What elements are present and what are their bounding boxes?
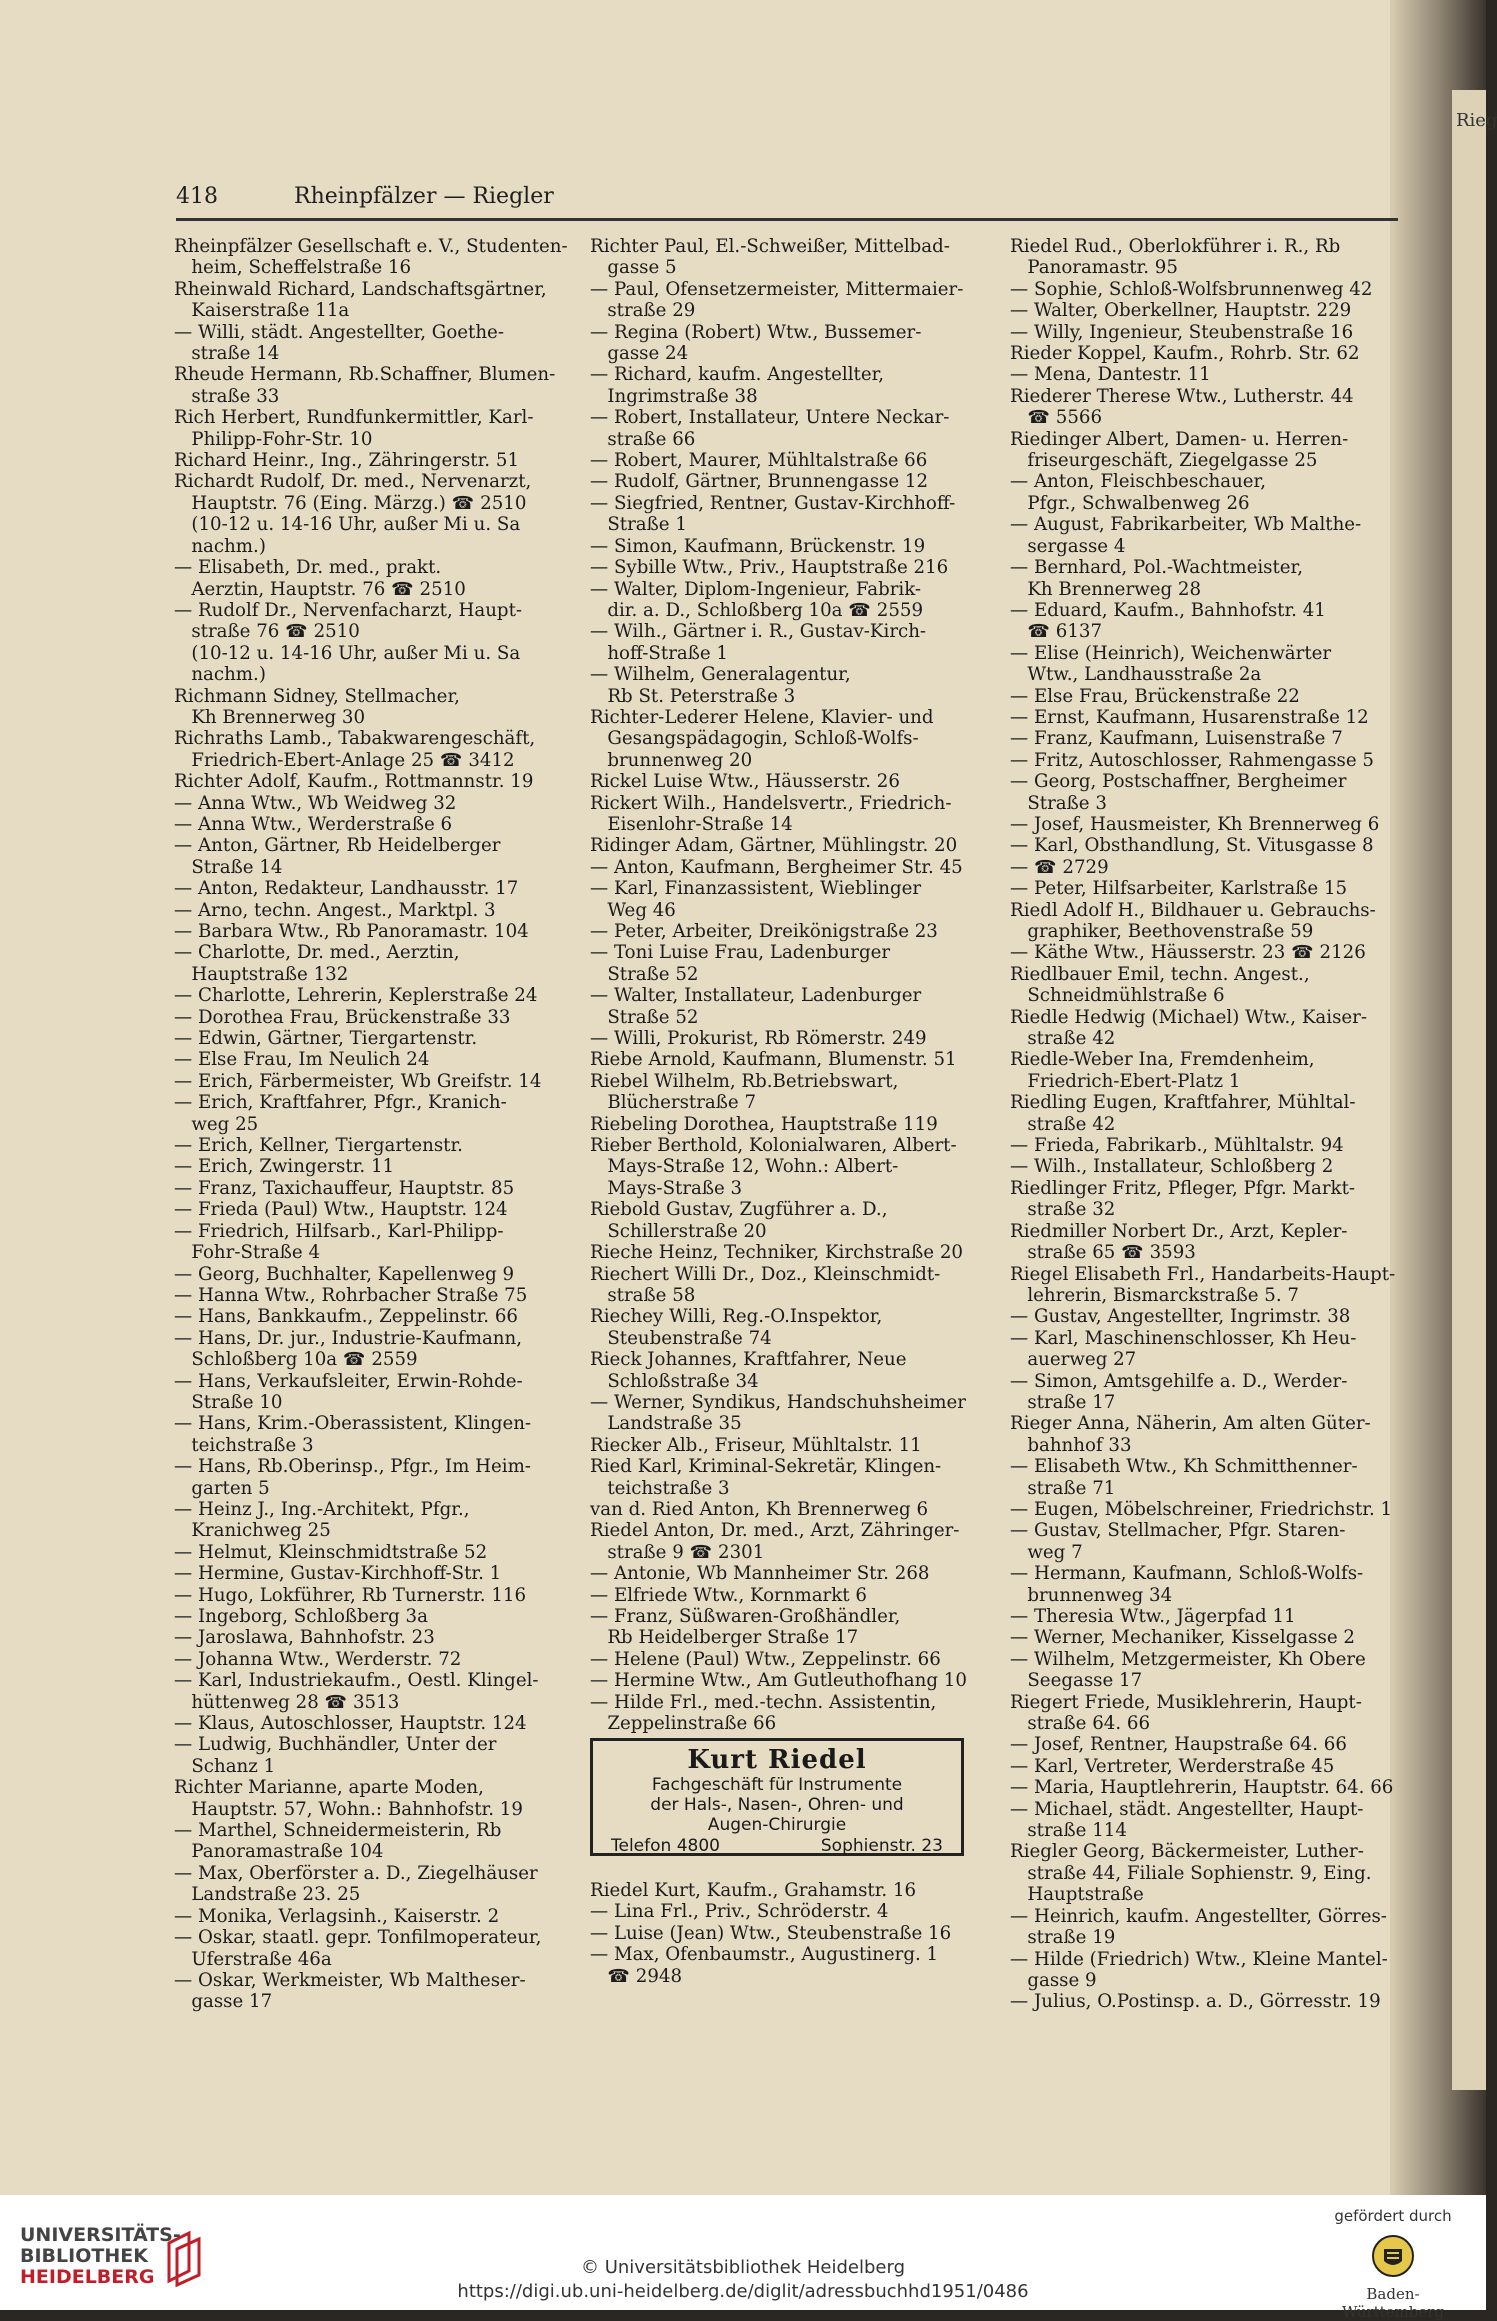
advertisement-line-2: der Hals-, Nasen-, Ohren- und xyxy=(650,1795,904,1815)
funding-label: gefördert durch xyxy=(1334,2207,1452,2225)
page-number: 418 xyxy=(176,184,218,209)
advertisement-name: Kurt Riedel xyxy=(687,1745,867,1775)
directory-column-2-continued: Riedel Kurt, Kaufm., Grahamstr. 16 — Lina Frl., Priv., Schröderstr. 4 — Luise (Jean) Wtw., Steubenstraße 16 — Max, Ofenbaumstr., Augustinerg. 1 ☎ 2948 xyxy=(590,1880,952,1987)
running-head: Rheinpfälzer — Riegler xyxy=(294,184,554,209)
advertisement-line-3: Augen-Chirurgie xyxy=(707,1815,847,1835)
header-rule xyxy=(176,218,1398,221)
funding-credit xyxy=(1318,2207,1468,2321)
adjacent-page-edge xyxy=(1452,90,1497,2090)
directory-column-3: Riedel Rud., Oberlokführer i. R., Rb Panoramastr. 95 — Sophie, Schloß-Wolfsbrunnenweg 42 — Walter, Oberkellner, Hauptstr. 229 — Willy, Ingenieur, Steubenstraße 16 Rieder Koppel, Kaufm., Rohrb. Str. 62 — Mena, Dantestr. 11 Riederer Therese Wtw., Lutherstr. 44 ☎ 5566 Riedinger Albert, Damen- u. Herren- friseurgeschäft, Ziegelgasse 25 — Anton, Fleischbeschauer, Pfgr., Schwalbenweg 26 — August, Fabrikarbeiter, Wb Malthe- sergasse 4 — Bernhard, Pol.-Wachtmeister, Kh Brennerweg 28 — Eduard, Kaufm., Bahnhofstr. 41 ☎ 6137 — Elise (Heinrich), Weichenwärter Wtw., Landhausstraße 2a — Else Frau, Brückenstraße 22 — Ernst, Kaufmann, Husarenstraße 12 — Franz, Kaufmann, Luisenstraße 7 — Fritz, Autoschlosser, Rahmengasse 5 — Georg, Postschaffner, Bergheimer Straße 3 — Josef, Hausmeister, Kh Brennerweg 6 — Karl, Obsthandlung, St. Vitusgasse 8 — ☎ 2729 — Peter, Hilfsarbeiter, Karlstraße 15 Riedl Adolf H., Bildhauer u. Gebrauchs- graphiker, Beethovenstraße 59 — Käthe Wtw., Häusserstr. 23 ☎ 2126 Riedlbauer Emil, techn. Angest., Schneidmühlstraße 6 Riedle Hedwig (Michael) Wtw., Kaiser- straße 42 Riedle-Weber Ina, Fremdenheim, Friedrich-Ebert-Platz 1 Riedling Eugen, Kraftfahrer, Mühltal- straße 42 — Frieda, Fabrikarb., Mühltalstr. 94 — Wilh., Installateur, Schloßberg 2 Riedlinger Fritz, Pfleger, Pfgr. Markt- straße 32 Riedmiller Norbert Dr., Arzt, Kepler- straße 65 ☎ 3593 Riegel Elisabeth Frl., Handarbeits-Haupt- lehrerin, Bismarckstraße 5. 7 — Gustav, Angestellter, Ingrimstr. 38 — Karl, Maschinenschlosser, Kh Heu- auerweg 27 — Simon, Amtsgehilfe a. D., Werder- straße 17 Rieger Anna, Näherin, Am alten Güter- bahnhof 33 — Elisabeth Wtw., Kh Schmitthenner- straße 71 — Eugen, Möbelschreiner, Friedrichstr. 1 — Gustav, Stellmacher, Pfgr. Staren- weg 7 — Hermann, Kaufmann, Schloß-Wolfs- brunnenweg 34 — Theresia Wtw., Jägerpfad 11 — Werner, Mechaniker, Kisselgasse 2 — Wilhelm, Metzgermeister, Kh Obere Seegasse 17 Riegert Friede, Musiklehrerin, Haupt- straße 64. 66 — Josef, Rentner, Haupstraße 64. 66 — Karl, Vertreter, Werderstraße 45 — Maria, Hauptlehrerin, Hauptstr. 64. 66 — Michael, städt. Angestellter, Haupt- straße 114 Riegler Georg, Bäckermeister, Luther- straße 44, Filiale Sophienstr. 9, Eing. Hauptstraße — Heinrich, kaufm. Angestellter, Görres- straße 19 — Hilde (Friedrich) Wtw., Kleine Mantel- gasse 9 — Julius, O.Postinsp. a. D., Görresstr. 19 xyxy=(1010,236,1396,2013)
copyright-notice: © Universitätsbibliothek Heidelberg xyxy=(580,2257,905,2278)
library-name-line-2: BIBLIOTHEK xyxy=(20,2245,148,2267)
advertisement-phone: Telefon 4800 xyxy=(611,1836,720,1856)
page-header xyxy=(176,184,1396,220)
library-name-line-3: HEIDELBERG xyxy=(20,2266,155,2288)
adjacent-page-text: Rieg xyxy=(1456,110,1497,131)
advertisement-line-1: Fachgeschäft für Instrumente xyxy=(651,1775,903,1795)
funding-state: Baden-Württemberg xyxy=(1341,2285,1445,2321)
directory-column-1: Rheinpfälzer Gesellschaft e. V., Studenten- heim, Scheffelstraße 16 Rheinwald Richard, Landschaftsgärtner, Kaiserstraße 11a — Willi, städt. Angestellter, Goethe- straße 14 Rheude Hermann, Rb.Schaffner, Blumen- straße 33 Rich Herbert, Rundfunkermittler, Karl- Philipp-Fohr-Str. 10 Richard Heinr., Ing., Zähringerstr. 51 Richardt Rudolf, Dr. med., Nervenarzt, Hauptstr. 76 (Eing. Märzg.) ☎ 2510 (10-12 u. 14-16 Uhr, außer Mi u. Sa nachm.) — Elisabeth, Dr. med., prakt. Aerztin, Hauptstr. 76 ☎ 2510 — Rudolf Dr., Nervenfacharzt, Haupt- straße 76 ☎ 2510 (10-12 u. 14-16 Uhr, außer Mi u. Sa nachm.) Richmann Sidney, Stellmacher, Kh Brennerweg 30 Richraths Lamb., Tabakwarengeschäft, Friedrich-Ebert-Anlage 25 ☎ 3412 Richter Adolf, Kaufm., Rottmannstr. 19 — Anna Wtw., Wb Weidweg 32 — Anna Wtw., Werderstraße 6 — Anton, Gärtner, Rb Heidelberger Straße 14 — Anton, Redakteur, Landhausstr. 17 — Arno, techn. Angest., Marktpl. 3 — Barbara Wtw., Rb Panoramastr. 104 — Charlotte, Dr. med., Aerztin, Hauptstraße 132 — Charlotte, Lehrerin, Keplerstraße 24 — Dorothea Frau, Brückenstraße 33 — Edwin, Gärtner, Tiergartenstr. — Else Frau, Im Neulich 24 — Erich, Färbermeister, Wb Greifstr. 14 — Erich, Kraftfahrer, Pfgr., Kranich- weg 25 — Erich, Kellner, Tiergartenstr. — Erich, Zwingerstr. 11 — Franz, Taxichauffeur, Hauptstr. 85 — Frieda (Paul) Wtw., Hauptstr. 124 — Friedrich, Hilfsarb., Karl-Philipp- Fohr-Straße 4 — Georg, Buchhalter, Kapellenweg 9 — Hanna Wtw., Rohrbacher Straße 75 — Hans, Bankkaufm., Zeppelinstr. 66 — Hans, Dr. jur., Industrie-Kaufmann, Schloßberg 10a ☎ 2559 — Hans, Verkaufsleiter, Erwin-Rohde- Straße 10 — Hans, Krim.-Oberassistent, Klingen- teichstraße 3 — Hans, Rb.Oberinsp., Pfgr., Im Heim- garten 5 — Heinz J., Ing.-Architekt, Pfgr., Kranichweg 25 — Helmut, Kleinschmidtstraße 52 — Hermine, Gustav-Kirchhoff-Str. 1 — Hugo, Lokführer, Rb Turnerstr. 116 — Ingeborg, Schloßberg 3a — Jaroslawa, Bahnhofstr. 23 — Johanna Wtw., Werderstr. 72 — Karl, Industriekaufm., Oestl. Klingel- hüttenweg 28 ☎ 3513 — Klaus, Autoschlosser, Hauptstr. 124 — Ludwig, Buchhändler, Unter der Schanz 1 Richter Marianne, aparte Moden, Hauptstr. 57, Wohn.: Bahnhofstr. 19 — Marthel, Schneidermeisterin, Rb Panoramastraße 104 — Max, Oberförster a. D., Ziegelhäuser Landstraße 23. 25 — Monika, Verlagsinh., Kaiserstr. 2 — Oskar, staatl. gepr. Tonfilmoperateur, Uferstraße 46a — Oskar, Werkmeister, Wb Maltheser- gasse 17 xyxy=(174,236,568,2013)
advertisement-address: Sophienstr. 23 xyxy=(820,1836,943,1856)
advertisement-box xyxy=(590,1738,964,1856)
library-name-line-1: UNIVERSITÄTS- xyxy=(20,2224,181,2246)
source-url-link[interactable]: https://digi.ub.uni-heidelberg.de/diglit/adressbuchhd1951/0486 xyxy=(457,2281,1029,2302)
state-coat-of-arms-icon xyxy=(1370,2233,1416,2279)
footer-bar xyxy=(0,2195,1486,2321)
directory-column-2: Richter Paul, El.-Schweißer, Mittelbad- gasse 5 — Paul, Ofensetzermeister, Mittermaier- straße 29 — Regina (Robert) Wtw., Bussemer- gasse 24 — Richard, kaufm. Angestellter, Ingrimstraße 38 — Robert, Installateur, Untere Neckar- straße 66 — Robert, Maurer, Mühltalstraße 66 — Rudolf, Gärtner, Brunnengasse 12 — Siegfried, Rentner, Gustav-Kirchhoff- Straße 1 — Simon, Kaufmann, Brückenstr. 19 — Sybille Wtw., Priv., Hauptstraße 216 — Walter, Diplom-Ingenieur, Fabrik- dir. a. D., Schloßberg 10a ☎ 2559 — Wilh., Gärtner i. R., Gustav-Kirch- hoff-Straße 1 — Wilhelm, Generalagentur, Rb St. Peterstraße 3 Richter-Lederer Helene, Klavier- und Gesangspädagogin, Schloß-Wolfs- brunnenweg 20 Rickel Luise Wtw., Häusserstr. 26 Rickert Wilh., Handelsvertr., Friedrich- Eisenlohr-Straße 14 Ridinger Adam, Gärtner, Mühlingstr. 20 — Anton, Kaufmann, Bergheimer Str. 45 — Karl, Finanzassistent, Wieblinger Weg 46 — Peter, Arbeiter, Dreikönigstraße 23 — Toni Luise Frau, Ladenburger Straße 52 — Walter, Installateur, Ladenburger Straße 52 — Willi, Prokurist, Rb Römerstr. 249 Riebe Arnold, Kaufmann, Blumenstr. 51 Riebel Wilhelm, Rb.Betriebswart, Blücherstraße 7 Riebeling Dorothea, Hauptstraße 119 Rieber Berthold, Kolonialwaren, Albert- Mays-Straße 12, Wohn.: Albert- Mays-Straße 3 Riebold Gustav, Zugführer a. D., Schillerstraße 20 Rieche Heinz, Techniker, Kirchstraße 20 Riechert Willi Dr., Doz., Kleinschmidt- straße 58 Riechey Willi, Reg.-O.Inspektor, Steubenstraße 74 Rieck Johannes, Kraftfahrer, Neue Schloßstraße 34 — Werner, Syndikus, Handschuhsheimer Landstraße 35 Riecker Alb., Friseur, Mühltalstr. 11 Ried Karl, Kriminal-Sekretär, Klingen- teichstraße 3 van d. Ried Anton, Kh Brennerweg 6 Riedel Anton, Dr. med., Arzt, Zähringer- straße 9 ☎ 2301 — Antonie, Wb Mannheimer Str. 268 — Elfriede Wtw., Kornmarkt 6 — Franz, Süßwaren-Großhändler, Rb Heidelberger Straße 17 — Helene (Paul) Wtw., Zeppelinstr. 66 — Hermine Wtw., Am Gutleuthofhang 10 — Hilde Frl., med.-techn. Assistentin, Zeppelinstraße 66 xyxy=(590,236,967,1735)
